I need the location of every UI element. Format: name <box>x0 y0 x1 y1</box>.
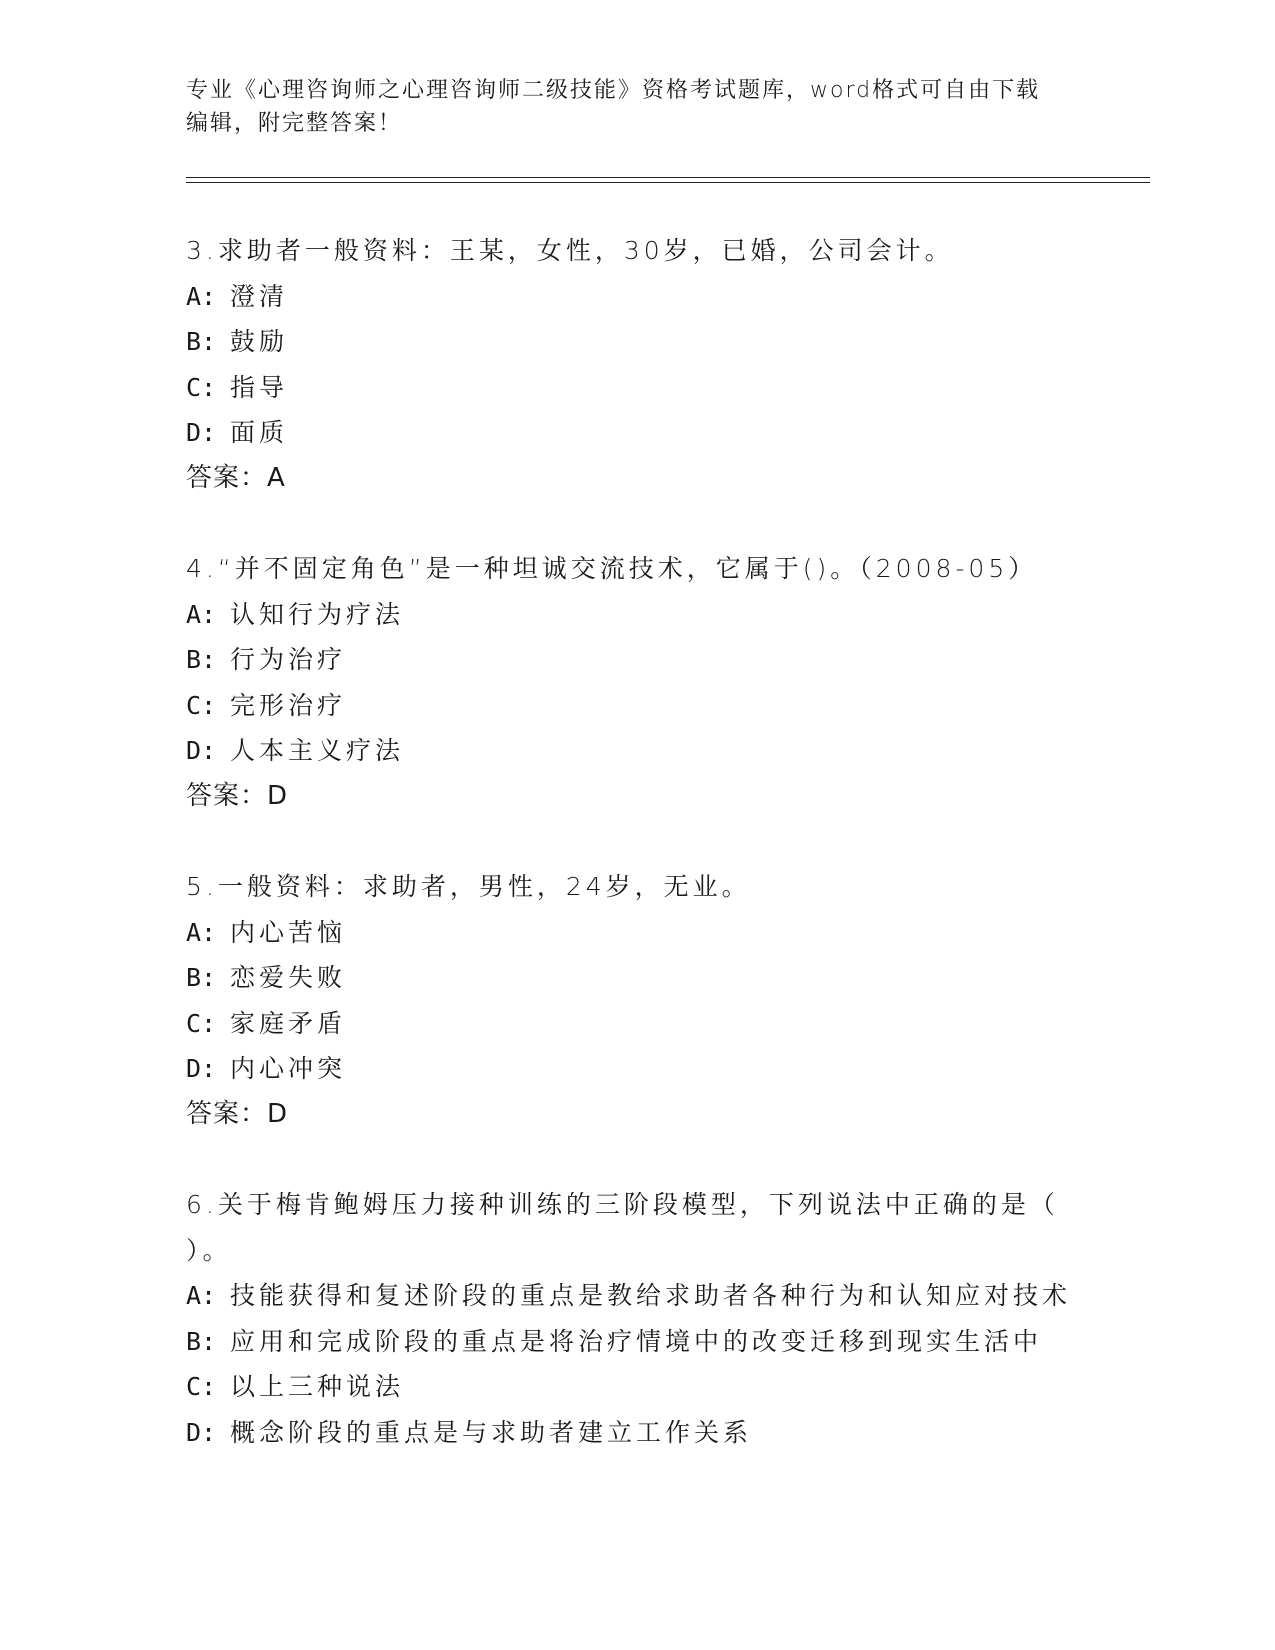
option-label: C: <box>186 690 217 720</box>
option-label: B: <box>186 1326 217 1356</box>
option-text: 认知行为疗法 <box>230 599 405 629</box>
header-line-1: 专业《心理咨询师之心理咨询师二级技能》资格考试题库，word格式可自由下载 <box>186 78 1041 103</box>
option-label: B: <box>186 963 217 992</box>
option-text: 鼓励 <box>230 327 289 356</box>
option-label: B: <box>186 327 217 356</box>
option-text: 恋爱失败 <box>230 963 347 992</box>
answer-line: 答案：D <box>186 1098 289 1129</box>
option-text: 以上三种说法 <box>230 1372 405 1401</box>
option-text: 家庭矛盾 <box>230 1008 347 1038</box>
option-label: B: <box>186 645 217 674</box>
option-a <box>186 592 1086 638</box>
option-label: D: <box>186 1054 217 1083</box>
option-label: C: <box>186 372 217 402</box>
option-label: D: <box>186 418 217 447</box>
question-3 <box>186 228 1086 501</box>
option-a <box>186 910 1086 956</box>
option-c <box>186 1001 1086 1047</box>
option-c <box>186 683 1086 729</box>
option-text: 内心冲突 <box>230 1054 347 1083</box>
option-d <box>186 410 1086 456</box>
question-stem-line-1: 6.关于梅肯鲍姆压力接种训练的三阶段模型，下列说法中正确的是（ <box>186 1190 1059 1219</box>
option-label: D: <box>186 1417 217 1447</box>
question-4 <box>186 546 1086 819</box>
option-label: A: <box>186 917 217 947</box>
document-header <box>186 74 1076 140</box>
question-stem: 4.“并不固定角色”是一种坦诚交流技术，它属于()。（2008-05） <box>186 554 1038 583</box>
option-text: 行为治疗 <box>230 645 347 674</box>
option-text: 面质 <box>230 418 289 447</box>
answer-line: 答案：D <box>186 780 289 811</box>
option-label: C: <box>186 1008 217 1038</box>
header-line-2: 编辑，附完整答案！ <box>186 111 403 136</box>
option-d <box>186 728 1086 774</box>
option-text: 指导 <box>230 372 289 402</box>
option-label: C: <box>186 1372 217 1401</box>
option-text: 澄清 <box>230 281 289 311</box>
question-stem-line-2: ）。 <box>186 1235 232 1265</box>
option-b <box>186 319 1086 365</box>
answer-line: 答案：A <box>186 462 286 493</box>
question-stem: 3.求助者一般资料：王某，女性，30岁，已婚，公司会计。 <box>186 236 954 265</box>
option-a <box>186 1273 1086 1319</box>
option-text: 概念阶段的重点是与求助者建立工作关系 <box>230 1417 753 1447</box>
option-b <box>186 637 1086 683</box>
option-text: 技能获得和复述阶段的重点是教给求助者各种行为和认知应对技术 <box>230 1281 1072 1310</box>
option-label: A: <box>186 1281 217 1310</box>
header-divider-bottom <box>186 182 1150 183</box>
option-c <box>186 365 1086 411</box>
option-b <box>186 955 1086 1001</box>
option-label: A: <box>186 599 217 629</box>
option-d <box>186 1046 1086 1092</box>
question-6 <box>186 1182 1086 1455</box>
option-label: A: <box>186 281 217 311</box>
option-text: 应用和完成阶段的重点是将治疗情境中的改变迁移到现实生活中 <box>230 1326 1043 1356</box>
option-text: 人本主义疗法 <box>230 736 405 765</box>
option-c <box>186 1364 1086 1410</box>
header-divider-top <box>186 177 1150 178</box>
question-stem: 5.一般资料：求助者，男性，24岁，无业。 <box>186 872 751 901</box>
option-a <box>186 274 1086 320</box>
question-5 <box>186 864 1086 1137</box>
option-label: D: <box>186 736 217 765</box>
option-text: 完形治疗 <box>230 690 347 720</box>
option-b <box>186 1319 1086 1365</box>
option-d <box>186 1410 1086 1456</box>
option-text: 内心苦恼 <box>230 917 347 947</box>
